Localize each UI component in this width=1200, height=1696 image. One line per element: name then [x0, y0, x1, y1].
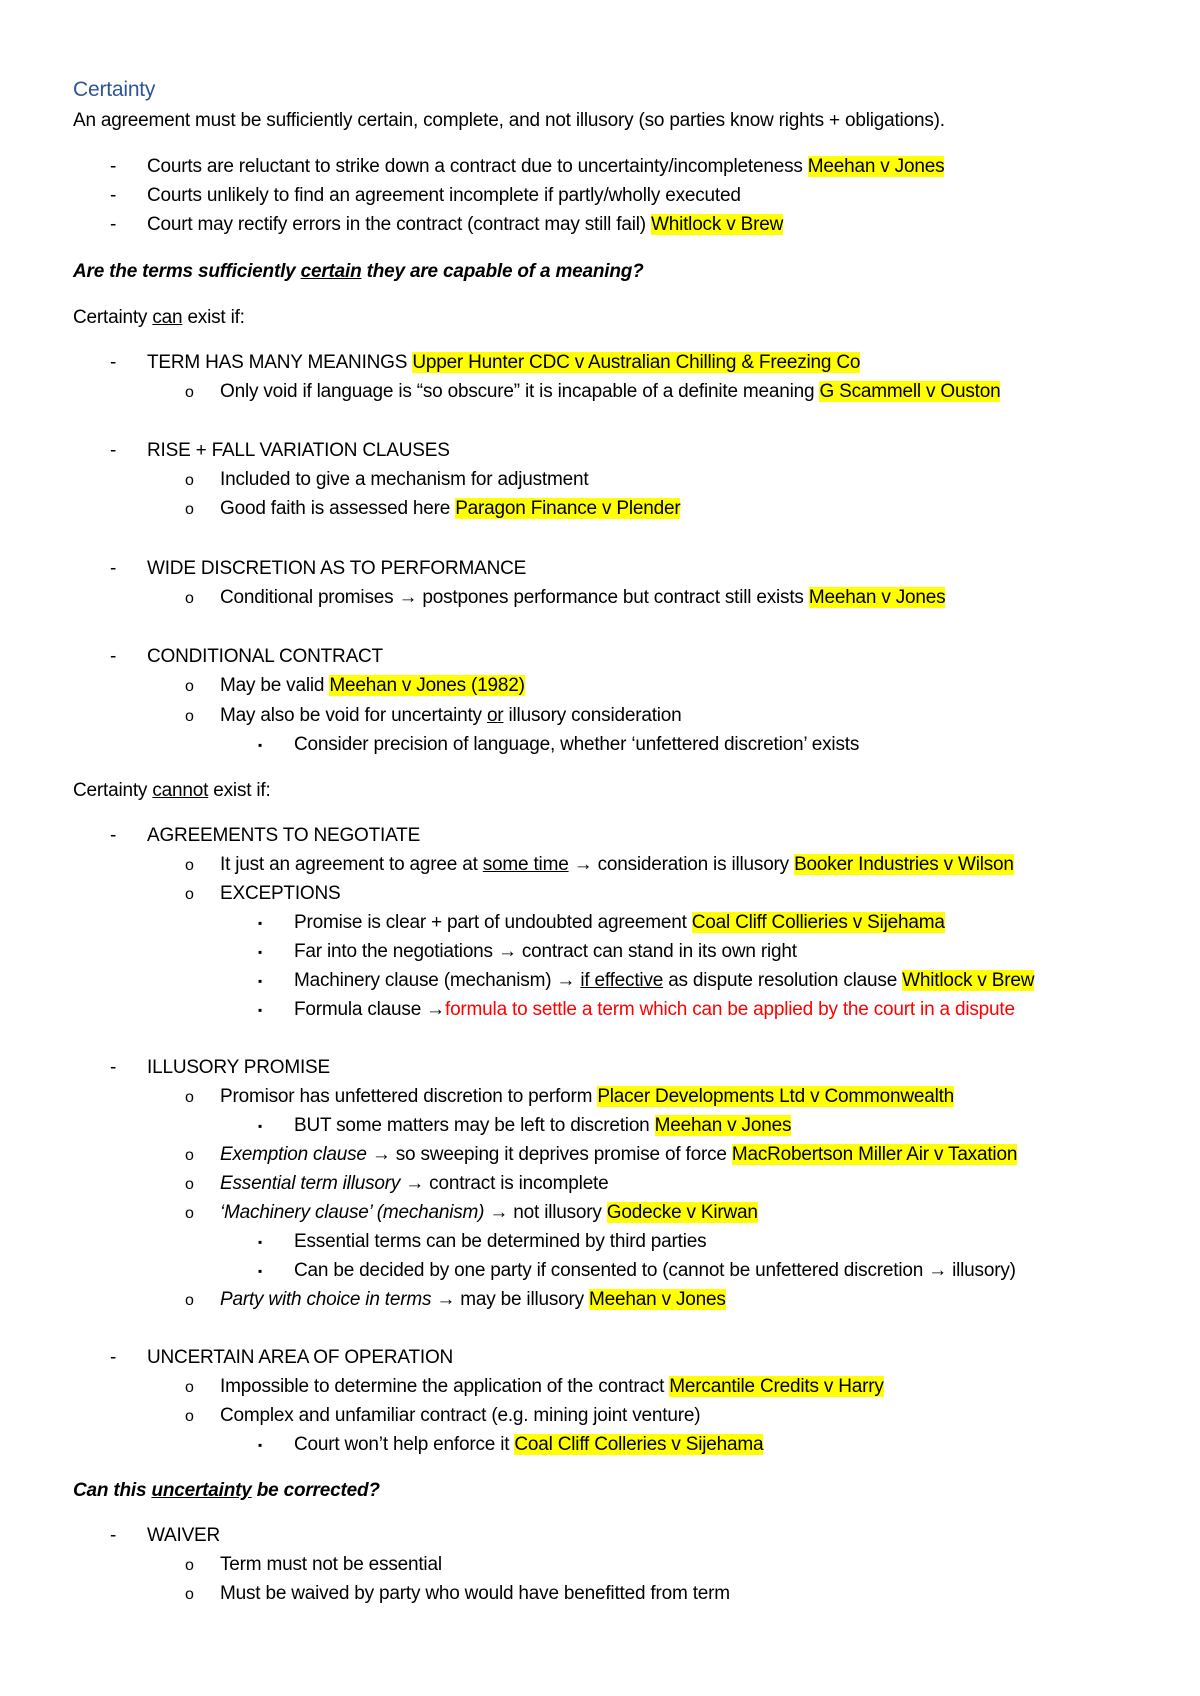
case-citation: Meehan v Jones	[808, 587, 946, 608]
list-item: WAIVER	[147, 1525, 221, 1546]
list-item: Essential terms can be determined by third parties	[294, 1231, 707, 1252]
circle-bullet: o	[185, 1205, 194, 1222]
case-citation: G Scammell v Ouston	[819, 381, 1001, 402]
list-item: UNCERTAIN AREA OF OPERATION	[147, 1347, 454, 1368]
square-bullet: ▪	[258, 974, 263, 988]
list-item: BUT some matters may be left to discretion Meehan v Jones	[294, 1115, 792, 1136]
square-bullet: ▪	[258, 1264, 263, 1278]
circle-bullet: o	[185, 1586, 194, 1603]
square-bullet: ▪	[258, 738, 263, 752]
arrow-icon: →	[426, 999, 445, 1020]
case-citation: Mercantile Credits v Harry	[669, 1376, 884, 1397]
circle-bullet: o	[185, 1408, 194, 1425]
arrow-icon: →	[405, 1173, 425, 1194]
question-heading: Can this uncertainty be corrected?	[73, 1480, 380, 1501]
list-item: Must be waived by party who would have benefitted from term	[220, 1583, 730, 1604]
case-citation: Meehan v Jones	[654, 1115, 792, 1136]
square-bullet: ▪	[258, 945, 263, 959]
list-item: Promisor has unfettered discretion to perform Placer Developments Ltd v Commonwealth	[220, 1086, 955, 1107]
list-item: Included to give a mechanism for adjustment	[220, 469, 589, 490]
case-citation: MacRobertson Miller Air v Taxation	[731, 1144, 1018, 1165]
list-item: Impossible to determine the application of the contract Mercantile Credits v Harry	[220, 1376, 884, 1397]
arrow-icon: →	[436, 1289, 456, 1310]
highlighted-red-text: formula to settle a term which can be applied by the court in a dispute	[444, 999, 1015, 1020]
square-bullet: ▪	[258, 1119, 263, 1133]
circle-bullet: o	[185, 1557, 194, 1574]
case-citation: Booker Industries v Wilson	[794, 854, 1014, 875]
list-item: Court won’t help enforce it Coal Cliff Colleries v Sijehama	[294, 1434, 764, 1455]
dash-bullet: -	[110, 156, 117, 177]
list-item: Conditional promises → postpones performance but contract still exists Meehan v Jones	[220, 587, 946, 608]
list-item: It just an agreement to agree at some time → consideration is illusory Booker Industries v Wilson	[220, 854, 1014, 875]
section-heading: Certainty	[73, 78, 156, 101]
case-citation: Godecke v Kirwan	[606, 1202, 758, 1223]
list-item: AGREEMENTS TO NEGOTIATE	[147, 825, 421, 846]
circle-bullet: o	[185, 472, 194, 489]
dash-bullet: -	[110, 1057, 117, 1078]
subheading-cannot: Certainty cannot exist if:	[73, 780, 271, 801]
circle-bullet: o	[185, 1292, 194, 1309]
intro-paragraph: An agreement must be sufficiently certain, complete, and not illusory (so parties know rights + obligations).	[73, 110, 945, 131]
arrow-icon: →	[489, 1202, 509, 1223]
list-item: Courts unlikely to find an agreement incomplete if partly/wholly executed	[147, 185, 741, 206]
arrow-icon: →	[398, 587, 418, 608]
square-bullet: ▪	[258, 916, 263, 930]
case-citation: Upper Hunter CDC v Australian Chilling & Freezing Co	[412, 352, 861, 373]
circle-bullet: o	[185, 1379, 194, 1396]
list-item: Courts are reluctant to strike down a contract due to uncertainty/incompleteness Meehan v Jones	[147, 156, 945, 177]
dash-bullet: -	[110, 558, 117, 579]
dash-bullet: -	[110, 1347, 117, 1368]
arrow-icon: →	[573, 854, 593, 875]
case-citation: Coal Cliff Colleries v Sijehama	[514, 1434, 764, 1455]
circle-bullet: o	[185, 590, 194, 607]
square-bullet: ▪	[258, 1235, 263, 1249]
square-bullet: ▪	[258, 1438, 263, 1452]
list-item: RISE + FALL VARIATION CLAUSES	[147, 440, 450, 461]
circle-bullet: o	[185, 384, 194, 401]
list-item: May also be void for uncertainty or illusory consideration	[220, 705, 682, 726]
list-item: Court may rectify errors in the contract (contract may still fail) Whitlock v Brew	[147, 214, 784, 235]
dash-bullet: -	[110, 185, 117, 206]
list-item: Party with choice in terms → may be illusory Meehan v Jones	[220, 1289, 726, 1310]
arrow-icon: →	[928, 1260, 948, 1281]
case-citation: Meehan v Jones	[807, 156, 945, 177]
square-bullet: ▪	[258, 1003, 263, 1017]
list-item: Far into the negotiations → contract can stand in its own right	[294, 941, 797, 962]
dash-bullet: -	[110, 1525, 117, 1546]
case-citation: Coal Cliff Collieries v Sijehama	[691, 912, 945, 933]
list-item: May be valid Meehan v Jones (1982)	[220, 675, 525, 696]
circle-bullet: o	[185, 857, 194, 874]
list-item: ‘Machinery clause’ (mechanism) → not illusory Godecke v Kirwan	[220, 1202, 758, 1223]
list-item: Essential term illusory → contract is incomplete	[220, 1173, 609, 1194]
case-citation: Whitlock v Brew	[902, 970, 1035, 991]
arrow-icon: →	[497, 941, 517, 962]
dash-bullet: -	[110, 646, 117, 667]
circle-bullet: o	[185, 1147, 194, 1164]
circle-bullet: o	[185, 708, 194, 725]
dash-bullet: -	[110, 352, 117, 373]
list-item: Complex and unfamiliar contract (e.g. mining joint venture)	[220, 1405, 701, 1426]
case-citation: Meehan v Jones	[589, 1289, 726, 1310]
list-item: Can be decided by one party if consented to (cannot be unfettered discretion → illusory)	[294, 1260, 1016, 1281]
dash-bullet: -	[110, 825, 117, 846]
list-item: Exemption clause → so sweeping it deprives promise of force MacRobertson Miller Air v Taxation	[220, 1144, 1018, 1165]
case-citation: Placer Developments Ltd v Commonwealth	[597, 1086, 955, 1107]
circle-bullet: o	[185, 501, 194, 518]
list-item: ILLUSORY PROMISE	[147, 1057, 330, 1078]
dash-bullet: -	[110, 214, 117, 235]
subheading-can: Certainty can exist if:	[73, 307, 245, 328]
list-item: Machinery clause (mechanism) → if effective as dispute resolution clause Whitlock v Brew	[294, 970, 1035, 991]
circle-bullet: o	[185, 886, 194, 903]
arrow-icon: →	[371, 1144, 391, 1165]
circle-bullet: o	[185, 1089, 194, 1106]
list-item: CONDITIONAL CONTRACT	[147, 646, 383, 667]
list-item: Term must not be essential	[220, 1554, 442, 1575]
dash-bullet: -	[110, 440, 117, 461]
list-item: Formula clause →formula to settle a term which can be applied by the court in a dispute	[294, 999, 1015, 1020]
list-item: Good faith is assessed here Paragon Finance v Plender	[220, 498, 681, 519]
list-item: WIDE DISCRETION AS TO PERFORMANCE	[147, 558, 527, 579]
list-item: TERM HAS MANY MEANINGS Upper Hunter CDC v Australian Chilling & Freezing Co	[147, 352, 861, 373]
circle-bullet: o	[185, 678, 194, 695]
case-citation: Paragon Finance v Plender	[455, 498, 681, 519]
question-heading: Are the terms sufficiently certain they are capable of a meaning?	[73, 261, 644, 282]
arrow-icon: →	[556, 970, 576, 991]
circle-bullet: o	[185, 1176, 194, 1193]
list-item: Promise is clear + part of undoubted agreement Coal Cliff Collieries v Sijehama	[294, 912, 945, 933]
list-item: EXCEPTIONS	[220, 883, 341, 904]
list-item: Only void if language is “so obscure” it is incapable of a definite meaning G Scammell v Ouston	[220, 381, 1001, 402]
case-citation: Meehan v Jones (1982)	[329, 675, 525, 696]
list-item: Consider precision of language, whether ‘unfettered discretion’ exists	[294, 734, 860, 755]
case-citation: Whitlock v Brew	[650, 214, 784, 235]
